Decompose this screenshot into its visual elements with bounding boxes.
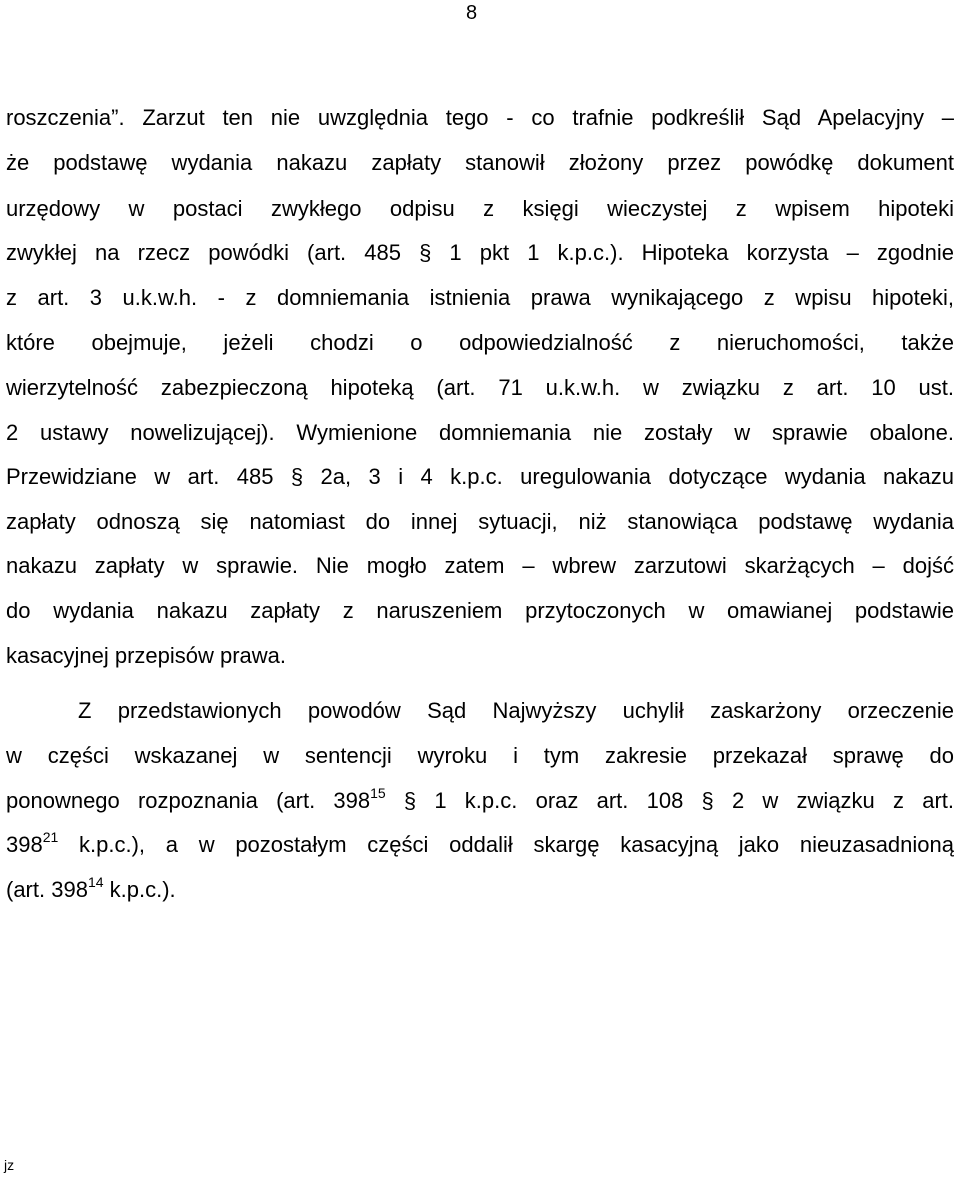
text-run: § 1 k.p.c. oraz art. 108 § 2 w związku z art. (385, 788, 954, 813)
text-line (6, 785, 954, 814)
superscript: 21 (42, 829, 59, 845)
text-line: które obejmuje, jeżeli chodzi o odpowiedzialność z nieruchomości, także (6, 330, 954, 355)
text-line: wierzytelność zabezpieczoną hipoteką (art. 71 u.k.w.h. w związku z art. 10 ust. (6, 375, 954, 400)
text-line: nakazu zapłaty w sprawie. Nie mogło zatem – wbrew zarzutowi skarżących – dojść (6, 553, 954, 578)
text-line: kasacyjnej przepisów prawa. (6, 643, 287, 668)
text-line: w części wskazanej w sentencji wyroku i tym zakresie przekazał sprawę do (6, 743, 954, 768)
text-line: że podstawę wydania nakazu zapłaty stanowił złożony przez powódkę dokument (6, 150, 954, 175)
text-line (6, 874, 954, 903)
superscript: 14 (87, 874, 104, 890)
text-run: k.p.c.). (103, 877, 176, 902)
page-number: 8 (466, 2, 478, 24)
text-line: do wydania nakazu zapłaty z naruszeniem przytoczonych w omawianej podstawie (6, 598, 954, 623)
text-line: zapłaty odnoszą się natomiast do innej sytuacji, niż stanowiąca podstawę wydania (6, 509, 954, 534)
text-line: Z przedstawionych powodów Sąd Najwyższy uchylił zaskarżony orzeczenie (78, 698, 954, 723)
text-line (6, 829, 954, 858)
text-line: 2 ustawy nowelizującej). Wymienione domniemania nie zostały w sprawie obalone. (6, 420, 954, 445)
superscript: 15 (370, 785, 386, 801)
text-run: ponownego rozpoznania (art. 398 (6, 788, 371, 813)
text-line: Przewidziane w art. 485 § 2a, 3 i 4 k.p.c. uregulowania dotyczące wydania nakazu (6, 464, 954, 489)
text-line: z art. 3 u.k.w.h. - z domniemania istnienia prawa wynikającego z wpisu hipoteki, (6, 285, 954, 310)
text-run: (art. 398 (6, 877, 88, 902)
text-run: k.p.c.), a w pozostałym części oddalił skargę kasacyjną jako nieuzasadnioną (58, 832, 954, 857)
footer-initials: jz (4, 1157, 15, 1173)
text-line: urzędowy w postaci zwykłego odpisu z księgi wieczystej z wpisem hipoteki (6, 196, 954, 221)
text-line: zwykłej na rzecz powódki (art. 485 § 1 pkt 1 k.p.c.). Hipoteka korzysta – zgodnie (6, 240, 954, 265)
text-line: roszczenia”. Zarzut ten nie uwzględnia tego - co trafnie podkreślił Sąd Apelacyjny – (6, 105, 954, 130)
text-run: 398 (6, 832, 43, 857)
